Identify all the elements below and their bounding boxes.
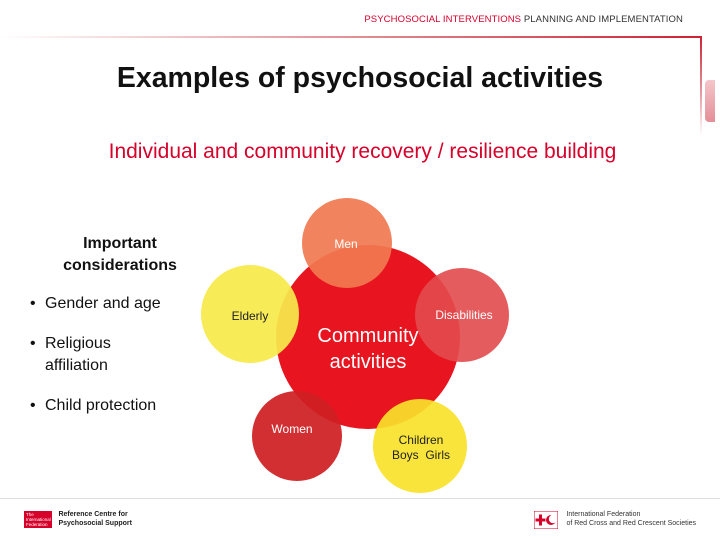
satellite-label-children-line2: Boys Girls [391, 448, 451, 462]
footer-rule [0, 498, 720, 499]
bullet-dot: • [30, 397, 36, 414]
ifrc-name [566, 511, 696, 528]
satellite-label-men: Men [334, 237, 358, 251]
satellite-label-children: Children [398, 433, 444, 447]
center-label-line2: activities [329, 351, 407, 373]
bullet-dot: • [30, 295, 36, 312]
list-item-text-line2: affiliation [45, 357, 108, 374]
satellite-label-disabilities: Disabilities [435, 308, 493, 322]
list-item-text: Gender and age [45, 295, 161, 312]
header-tag-accent: PSYCHOSOCIAL INTERVENTIONS [364, 14, 522, 25]
reference-centre-line1: Reference Centre for [58, 511, 128, 518]
reference-centre-logo [24, 511, 132, 529]
reference-centre-line2: Psychosocial Support [58, 519, 132, 527]
ifrc-line1: International Federation [566, 511, 641, 518]
satellite-circle-women [252, 391, 342, 481]
center-label-line1: Community [317, 325, 419, 347]
list-item-text: Religious [45, 335, 111, 352]
red-cross-crescent-icon [534, 511, 558, 529]
satellite-label-elderly: Elderly [231, 309, 269, 323]
satellite-label-women: Women [271, 422, 313, 436]
considerations-heading-line2: considerations [63, 256, 177, 274]
page-title: Examples of psychosocial activities [116, 62, 604, 94]
subtitle: Individual and community recovery / resilience building [108, 140, 617, 163]
header-tag-rest: PLANNING AND IMPLEMENTATION [521, 14, 683, 25]
reference-centre-name [58, 511, 132, 528]
bullet-dot: • [30, 335, 36, 352]
considerations-heading-line1: Important [83, 235, 157, 252]
list-item-text: Child protection [45, 397, 157, 414]
ifrc-logo [534, 511, 696, 529]
reference-centre-logo-mark: The International Federation [26, 512, 51, 527]
ifrc-line2: of Red Cross and Red Crescent Societies [566, 519, 697, 527]
